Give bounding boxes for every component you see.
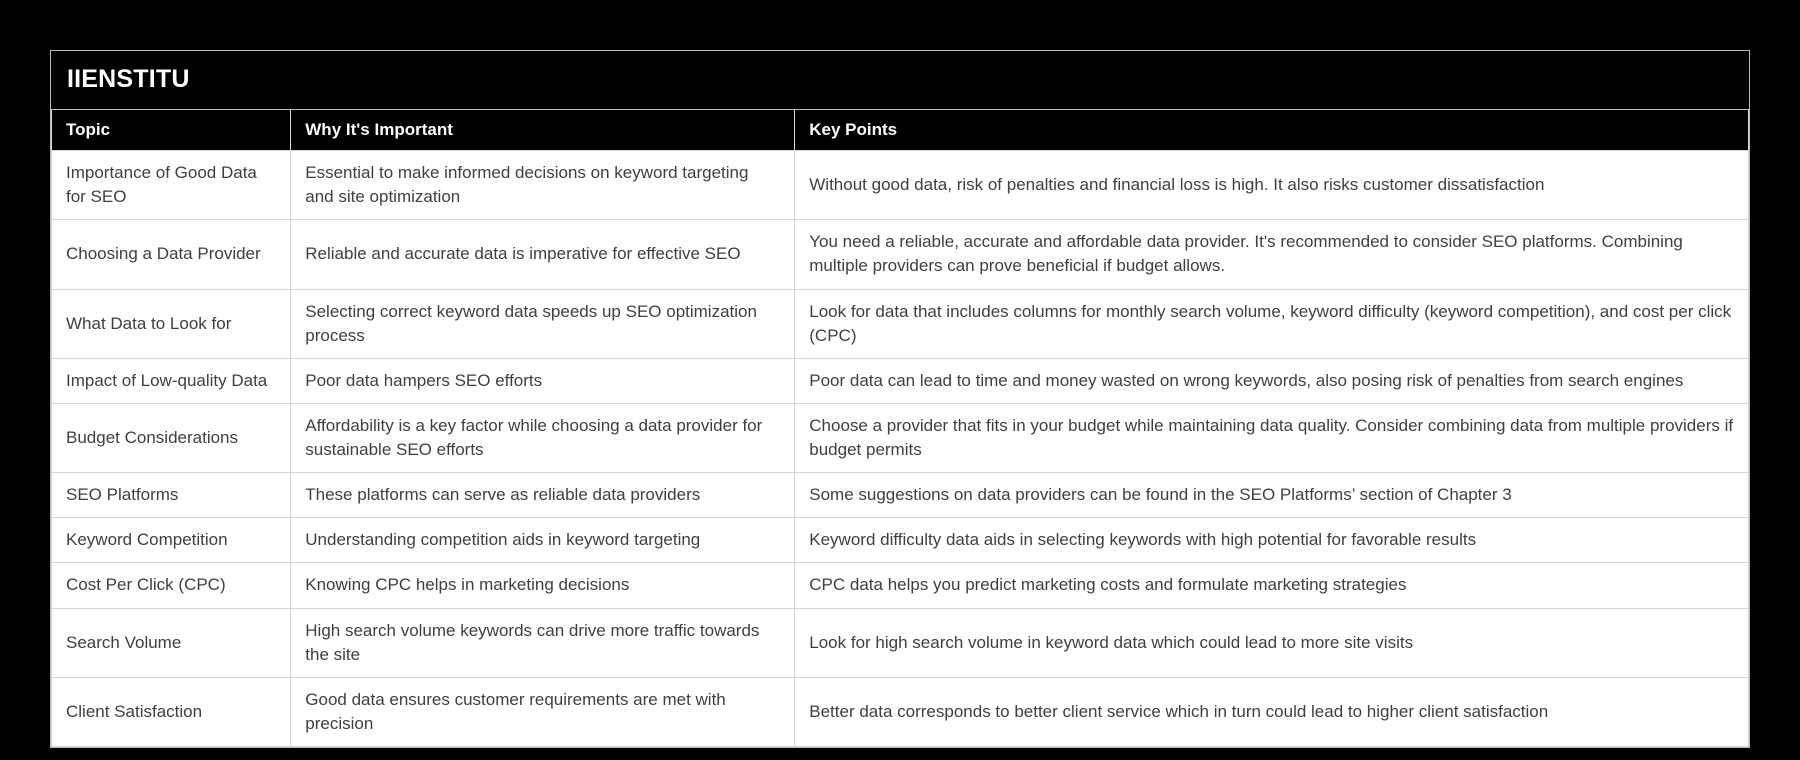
cell-topic: Cost Per Click (CPC) xyxy=(52,563,291,608)
seo-data-table xyxy=(51,109,1749,747)
cell-why: Knowing CPC helps in marketing decisions xyxy=(291,563,795,608)
table-row xyxy=(52,289,1749,358)
cell-topic: Importance of Good Data for SEO xyxy=(52,151,291,220)
cell-why: Poor data hampers SEO efforts xyxy=(291,358,795,403)
cell-topic: Impact of Low-quality Data xyxy=(52,358,291,403)
cell-why: Understanding competition aids in keyword targeting xyxy=(291,518,795,563)
cell-key-points: Choose a provider that fits in your budget while maintaining data quality. Consider combining data from multiple providers if budget permits xyxy=(795,403,1749,472)
table-title: IIENSTITU xyxy=(51,51,1749,109)
table-row xyxy=(52,403,1749,472)
column-header-why-important: Why It's Important xyxy=(291,110,795,151)
column-header-key-points: Key Points xyxy=(795,110,1749,151)
cell-key-points: CPC data helps you predict marketing costs and formulate marketing strategies xyxy=(795,563,1749,608)
cell-topic: Search Volume xyxy=(52,608,291,677)
table-row xyxy=(52,220,1749,289)
table-row xyxy=(52,608,1749,677)
cell-topic: What Data to Look for xyxy=(52,289,291,358)
cell-why: These platforms can serve as reliable data providers xyxy=(291,473,795,518)
cell-key-points: Poor data can lead to time and money wasted on wrong keywords, also posing risk of penalties from search engines xyxy=(795,358,1749,403)
table-row xyxy=(52,358,1749,403)
seo-data-table-frame xyxy=(50,50,1750,748)
cell-key-points: Without good data, risk of penalties and financial loss is high. It also risks customer dissatisfaction xyxy=(795,151,1749,220)
cell-topic: SEO Platforms xyxy=(52,473,291,518)
cell-topic: Keyword Competition xyxy=(52,518,291,563)
cell-why: Reliable and accurate data is imperative for effective SEO xyxy=(291,220,795,289)
cell-key-points: Look for data that includes columns for monthly search volume, keyword difficulty (keyword competition), and cost per click (CPC) xyxy=(795,289,1749,358)
cell-topic: Budget Considerations xyxy=(52,403,291,472)
cell-key-points: Some suggestions on data providers can be found in the SEO Platforms’ section of Chapter 3 xyxy=(795,473,1749,518)
cell-why: Essential to make informed decisions on keyword targeting and site optimization xyxy=(291,151,795,220)
cell-key-points: Look for high search volume in keyword data which could lead to more site visits xyxy=(795,608,1749,677)
cell-key-points: Better data corresponds to better client service which in turn could lead to higher client satisfaction xyxy=(795,677,1749,746)
table-row xyxy=(52,518,1749,563)
cell-topic: Choosing a Data Provider xyxy=(52,220,291,289)
cell-why: Affordability is a key factor while choosing a data provider for sustainable SEO efforts xyxy=(291,403,795,472)
cell-key-points: You need a reliable, accurate and affordable data provider. It's recommended to consider SEO platforms. Combining multiple providers can prove beneficial if budget allows. xyxy=(795,220,1749,289)
cell-why: Selecting correct keyword data speeds up SEO optimization process xyxy=(291,289,795,358)
table-row xyxy=(52,151,1749,220)
cell-key-points: Keyword difficulty data aids in selecting keywords with high potential for favorable results xyxy=(795,518,1749,563)
cell-topic: Client Satisfaction xyxy=(52,677,291,746)
cell-why: Good data ensures customer requirements are met with precision xyxy=(291,677,795,746)
column-header-topic: Topic xyxy=(52,110,291,151)
table-row xyxy=(52,563,1749,608)
table-row xyxy=(52,677,1749,746)
cell-why: High search volume keywords can drive more traffic towards the site xyxy=(291,608,795,677)
table-header-row xyxy=(52,110,1749,151)
table-row xyxy=(52,473,1749,518)
